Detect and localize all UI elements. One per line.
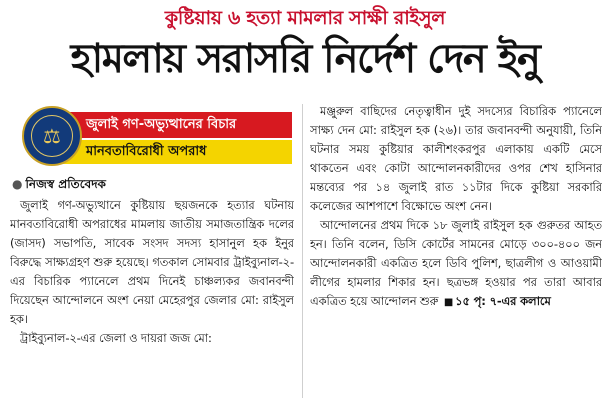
article-column-right (310, 102, 602, 400)
paragraph (310, 216, 602, 312)
square-bullet-icon: ■ (443, 297, 454, 308)
paragraph: ট্রাইব্যুনাল-২-এর জেলা ও দায়রা জজ মো: (20, 331, 212, 345)
paragraph: জুলাই গণ-অভ্যুত্থানে কুষ্টিয়ায় ছয়জনকে হত্যার ঘটনায় মানবতাবিরোধী অপরাধের মামলায় জাতীয় সমাজতান্ত্রিক দলের (জাসদ) সভাপতি, সাবেক সংসদ সদস্য হাসানুল হক ইনুর বিরুদ্ধে সাক্ষ্যগ্রহণ শুরু হয়েছে। গতকাল সোমবার ট্রাইব্যুনাল-২-এর বিচারিক প্যানেলে প্রথম দিনেই চাঞ্চল্যকর জবানবন্দী দিয়েছেন আন্দোলনে অংশ নেয়া মেহেরপুর জেলার মো: রাইসুল হক। (10, 198, 294, 326)
scales-of-justice-icon: ⚖ (31, 115, 73, 157)
column-divider (302, 104, 303, 398)
kicker-line: কুষ্টিয়ায় ৬ হত্যা মামলার সাক্ষী রাইসুল (164, 7, 446, 29)
banner-title: জুলাই গণ-অভ্যুত্থানের বিচার (46, 112, 292, 138)
paragraph: মঞ্জুরুল বাছিদের নেতৃত্বাধীন দুই সদস্যের বিচারিক প্যানেলে সাক্ষ্য দেন মো: রাইসুল হক (২৬)। তার জবানবন্দী অনুযায়ী, তিনি ঘটনার সময় কুষ্টিয়ার কালীশংকরপুর এলাকায় একটি মেসে থাকতেন এবং কোটা আন্দোলনকারীদের ওপর শেখ হাসিনার মন্তব্যের পর ১৪ জুলাই রাত ১১টার দিকে কুষ্টিয়া সরকারি কলেজের আশপাশে বিক্ষোভে অংশ নেন। (310, 104, 602, 213)
paragraph-text: আন্দোলনের প্রথম দিকে ১৮ জুলাই রাইসুল হক গুরুতর আহত হন। তিনি বলেন, ডিসি কোর্টের সামনের মোড়ে ৩০০-৪০০ জন আন্দোলনকারী একত্রিত হলে ডিবি পুলিশ, ছাত্রলীগ ও আওয়ামী লীগের হামলার শিকার হন। ছত্রভঙ্গ হওয়ার পর তারা আবার একত্রিত হয়ে আন্দোলন শুরু (310, 218, 602, 308)
bullet-icon: ● (12, 177, 23, 191)
banner-subtitle: মানবতাবিরোধী অপরাধ (46, 140, 292, 164)
byline-text: নিজস্ব প্রতিবেদক (25, 177, 106, 191)
tribunal-seal (22, 106, 82, 166)
headline: হামলায় সরাসরি নির্দেশ দেন ইনু (70, 36, 540, 82)
continuation-text: ১৫ পৃ: ৭-এর কলামে (455, 294, 551, 308)
byline (12, 176, 106, 196)
article-column-left (10, 196, 294, 400)
continuation-note (442, 294, 551, 308)
section-banner (8, 106, 292, 168)
